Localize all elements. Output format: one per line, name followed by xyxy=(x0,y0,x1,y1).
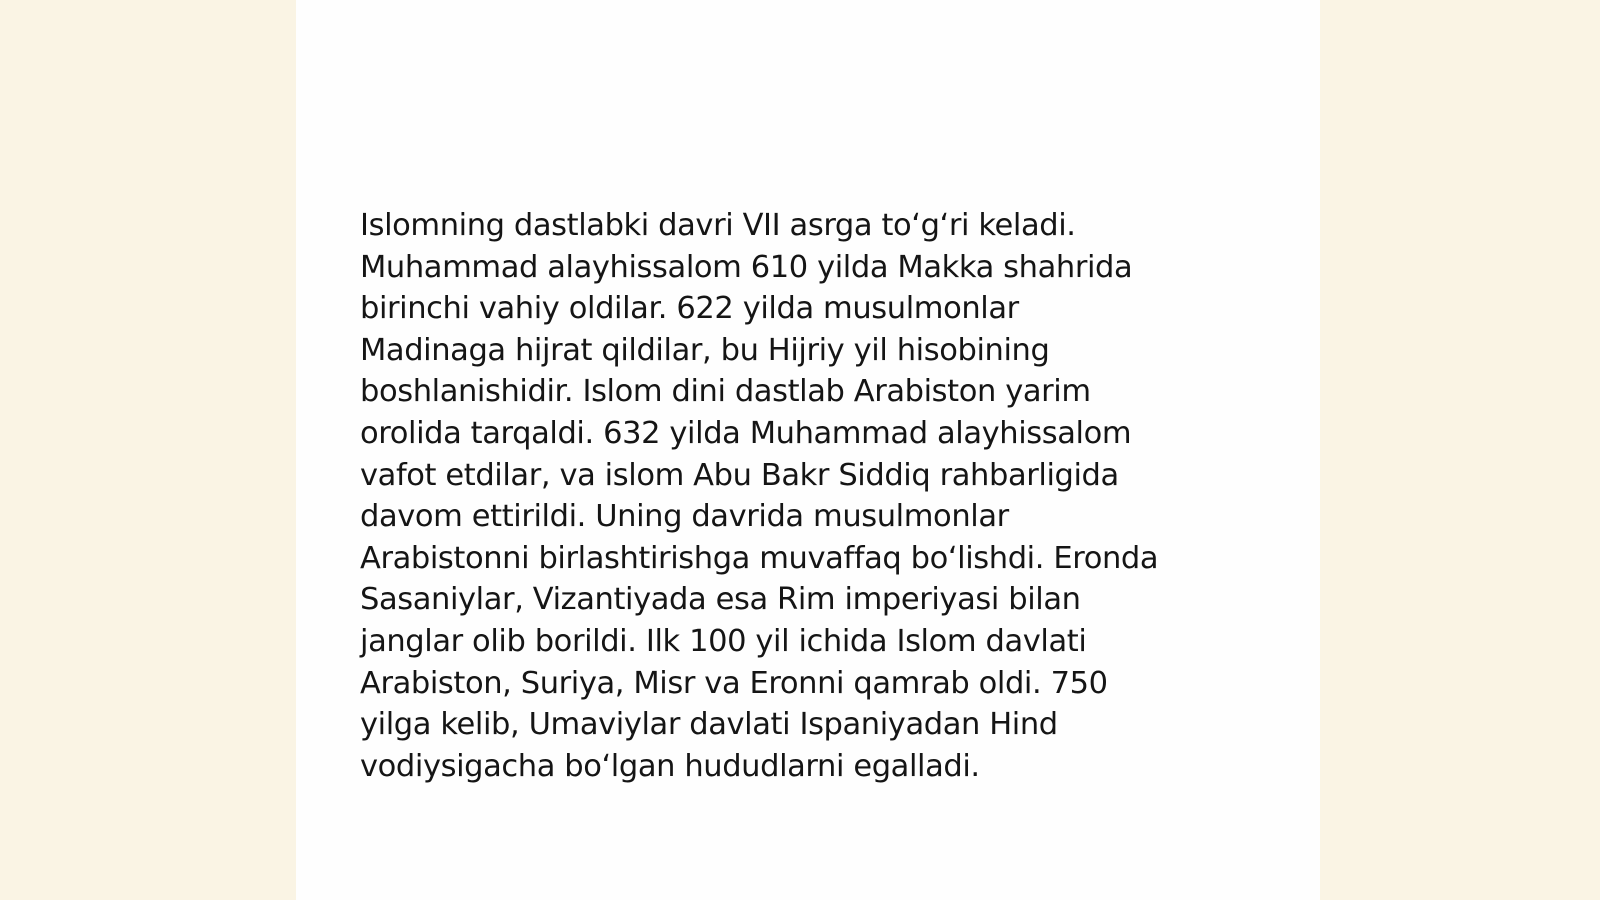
document-page xyxy=(296,0,1320,900)
paragraph-text xyxy=(360,205,1240,787)
text-line: Arabistonni birlashtirishga muvaffaq bo‘lishdi. Eronda xyxy=(360,540,1159,576)
text-line: janglar olib borildi. Ilk 100 yil ichida Islom davlati xyxy=(360,623,1087,659)
text-line: Sasaniylar, Vizantiyada esa Rim imperiyasi bilan xyxy=(360,582,1081,618)
text-line: birinchi vahiy oldilar. 622 yilda musulmonlar xyxy=(360,291,1019,327)
text-line: orolida tarqaldi. 632 yilda Muhammad alayhissalom xyxy=(360,415,1132,451)
text-line: vafot etdilar, va islom Abu Bakr Siddiq rahbarligida xyxy=(360,457,1119,493)
text-line: Madinaga hijrat qildilar, bu Hijriy yil hisobining xyxy=(360,332,1050,368)
text-line: yilga kelib, Umaviylar davlati Ispaniyadan Hind xyxy=(360,707,1058,743)
text-line: vodiysigacha bo‘lgan hududlarni egalladi. xyxy=(360,748,980,784)
text-line: boshlanishidir. Islom dini dastlab Arabiston yarim xyxy=(360,374,1091,410)
text-line: Arabiston, Suriya, Misr va Eronni qamrab oldi. 750 xyxy=(360,665,1108,701)
right-margin xyxy=(1320,0,1600,900)
left-margin xyxy=(0,0,296,900)
text-line: Islomning dastlabki davri VII asrga to‘g‘ri keladi. xyxy=(360,208,1076,243)
text-line: Muhammad alayhissalom 610 yilda Makka shahrida xyxy=(360,249,1133,285)
text-line: davom ettirildi. Uning davrida musulmonlar xyxy=(360,499,1009,535)
